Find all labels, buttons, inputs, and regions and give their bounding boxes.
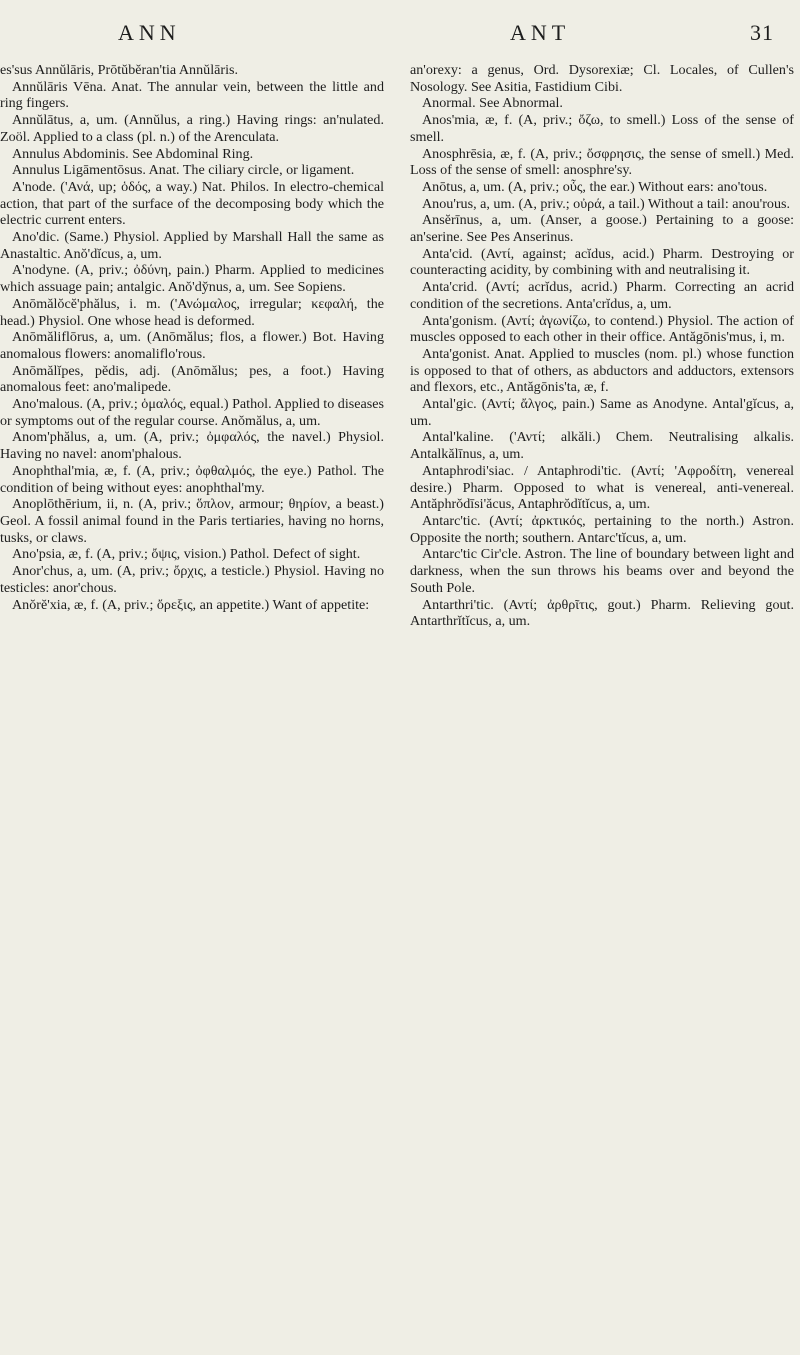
entry: Anōmălŏcĕ'phălus, i. m. ('Ανώμαλος, irregular; κεφαλή, the head.) Physiol. One whose head is deformed. (0, 295, 384, 329)
entry: es'sus Annŭlāris, Prōtŭbĕran'tia Annŭlāris. (0, 62, 238, 78)
entry: Anom'phălus, a, um. (A, priv.; ὀμφαλός, the navel.) Physiol. Having no navel: anom'phalous. (0, 429, 384, 463)
entry: Antal'kaline. ('Αντί; alkăli.) Chem. Neutralising alkalis. Antalkălīnus, a, um. (410, 429, 794, 463)
entry: Anōtus, a, um. (A, priv.; οὖς, the ear.) Without ears: ano'tous. (422, 178, 768, 195)
running-head-right: ANT (510, 20, 571, 45)
entry: Anos'mia, æ, f. (A, priv.; ὄζω, to smell.) Loss of the sense of smell. (410, 112, 794, 145)
entry: Anta'gonist. Anat. Applied to muscles (nom. pl.) whose function is opposed to that of others, as abductors and adductors, extensors and flexors, etc., Antăgōnis'ta, æ, f. (410, 345, 794, 396)
entry: Anormal. See Abnormal. (422, 95, 563, 112)
entry: Antal'gic. (Αντί; ἄλγος, pain.) Same as Anodyne. Antal'gĭcus, a, um. (410, 396, 794, 429)
entry: Anŏrĕ'xia, æ, f. (A, priv.; ὄρεξις, an appetite.) Want of appetite: (12, 596, 370, 613)
entry: Anosphrēsia, æ, f. (A, priv.; ὄσφρησις, the sense of smell.) Med. Loss of the sense of smell: anosphre'sy. (410, 145, 794, 179)
entry: Annŭlātus, a, um. (Annŭlus, a ring.) Having rings: an'nulated. Zoöl. Applied to a class (pl. n.) of the Arenculata. (0, 112, 384, 145)
entry: A'node. ('Ανά, up; ὁδός, a way.) Nat. Philos. In electro-chemical action, that part of the surface of the decomposing body which the electric current enters. (0, 178, 384, 229)
entry: Antarc'tic Cir'cle. Astron. The line of boundary between light and darkness, when the sun throws his beams over and beyond the South Pole. (410, 546, 794, 596)
entry: Antarthri'tic. (Αντί; ἀρθρῖτις, gout.) Pharm. Relieving gout. Antarthrĭtĭcus, a, um. (410, 596, 794, 630)
entry: Anta'gonism. (Αντί; ἀγωνίζω, to contend.) Physiol. The action of muscles opposed to each other in their office. Antăgōnis'mus, i, m. (410, 312, 794, 346)
entry: Anoplōthērium, ii, n. (A, priv.; ὅπλον, armour; θηρίον, a beast.) Geol. A fossil animal found in the Paris tertiaries, having no horns, tusks, or claws. (0, 496, 384, 546)
entry: Annulus Abdominis. See Abdominal Ring. (12, 145, 254, 162)
page-number: 31 (750, 20, 774, 45)
entry: Anou'rus, a, um. (A, priv.; οὐρά, a tail.) Without a tail: anou'rous. (422, 195, 791, 212)
entry: an'orexy: a genus, Ord. Dysorexiæ; Cl. Locales, of Cullen's Nosology. See Asitia, Fastidium Cibi. (410, 62, 794, 95)
right-column (410, 62, 794, 630)
running-head-left: ANN (118, 20, 181, 45)
entry: A'nodyne. (A, priv.; ὀδύνη, pain.) Pharm. Applied to medicines which assuage pain; antalgic. Anŏ'dy̆nus, a, um. See Sopiens. (0, 262, 384, 296)
entry: Anōmăliflōrus, a, um. (Anōmălus; flos, a flower.) Bot. Having anomalous flowers: anomaliflo'rous. (0, 329, 384, 362)
entry: Antarc'tic. (Αντί; ἀρκτικός, pertaining to the north.) Astron. Opposite the north; southern. Antarc'tĭcus, a, um. (410, 512, 794, 546)
left-column (0, 62, 384, 613)
entry: Ano'dic. (Same.) Physiol. Applied by Marshall Hall the same as Anastaltic. Anŏ'dĭcus, a, um. (0, 229, 384, 262)
entry: Anta'cid. (Αντί, against; acĭdus, acid.) Pharm. Destroying or counteracting acidity, by combining with and neutralising it. (410, 245, 794, 279)
entry: Ansĕrīnus, a, um. (Anser, a goose.) Pertaining to a goose: an'serine. See Pes Anserinus. (410, 212, 794, 246)
entry: Annŭlāris Vēna. Anat. The annular vein, between the little and ring fingers. (0, 78, 384, 112)
entry: Annulus Ligāmentōsus. Anat. The ciliary circle, or ligament. (12, 162, 355, 179)
entry: Anor'chus, a, um. (A, priv.; ὄρχις, a testicle.) Physiol. Having no testicles: anor'chous. (0, 563, 384, 596)
entry: Ano'psia, æ, f. (A, priv.; ὄψις, vision.) Pathol. Defect of sight. (12, 546, 361, 563)
entry: Anta'crid. (Αντί; acrĭdus, acrid.) Pharm. Correcting an acrid condition of the secretions. Anta'crĭdus, a, um. (410, 279, 794, 312)
entry: Antaphrodi'siac. / Antaphrodi'tic. (Αντί; 'Αφροδίτη, venereal desire.) Pharm. Opposed to what is venereal, anti-venereal. Antăphrŏdīsi'ăcus, Antaphrŏdĭtĭcus, a, um. (410, 462, 794, 513)
page-header (0, 14, 800, 54)
entry: Anōmălĭpes, pĕdis, adj. (Anōmălus; pes, a foot.) Having anomalous feet: ano'malipede. (0, 362, 384, 396)
entry: Ano'malous. (A, priv.; ὁμαλός, equal.) Pathol. Applied to diseases or symptoms out of the regular course. Anŏmălus, a, um. (0, 396, 384, 429)
entry: Anophthal'mia, æ, f. (A, priv.; ὀφθαλμός, the eye.) Pathol. The condition of being without eyes: anophthal'my. (0, 462, 384, 496)
